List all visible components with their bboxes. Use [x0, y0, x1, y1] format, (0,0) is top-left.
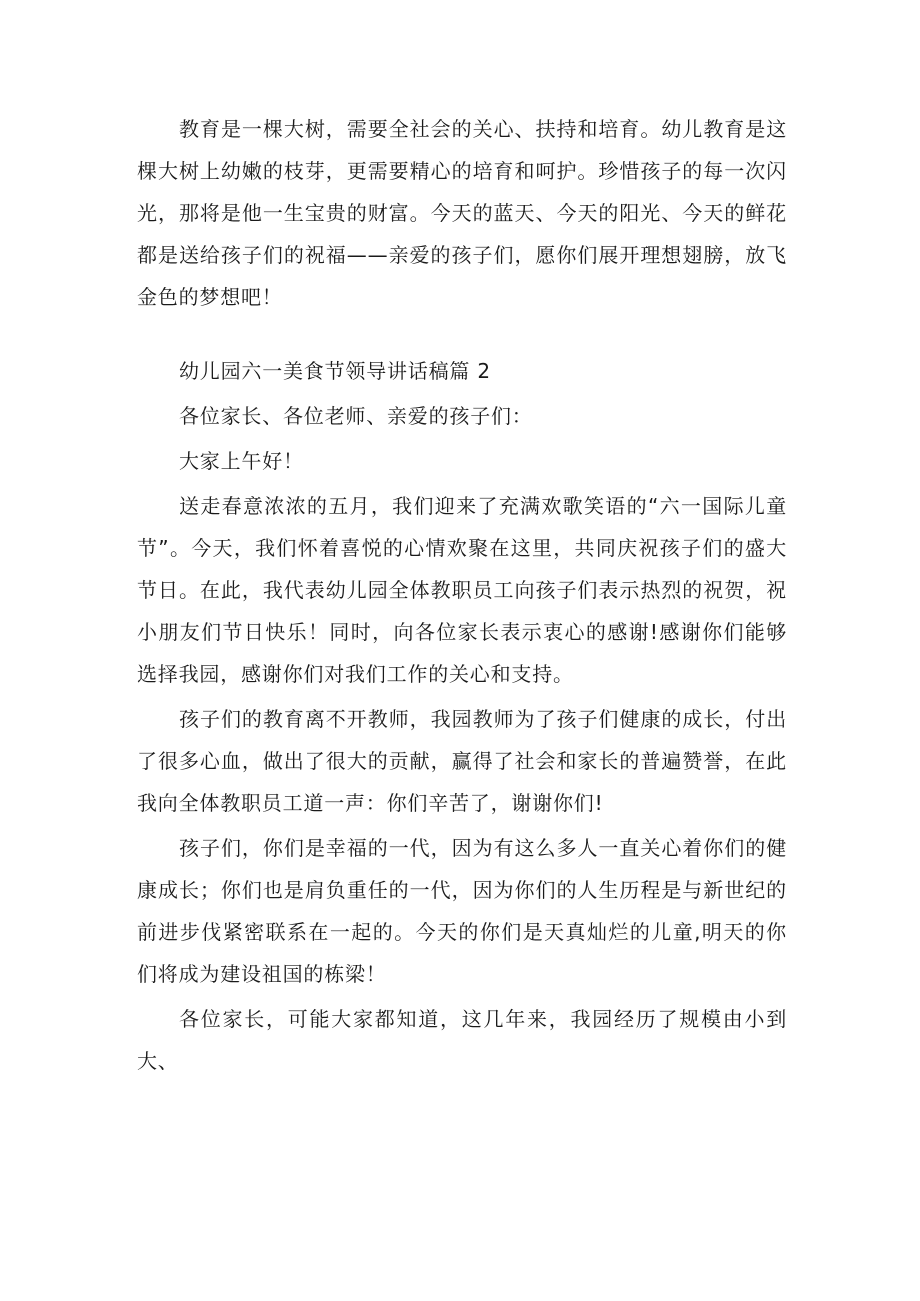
paragraph-2: 送走春意浓浓的五月，我们迎来了充满欢歌笑语的“六一国际儿童节”。今天，我们怀着喜悦的心情欢聚在这里，共同庆祝孩子们的盛大节日。在此，我代表幼儿园全体教职员工向孩子们表示热烈的祝贺，祝小朋友们节日快乐！同时，向各位家长表示衷心的感谢!感谢你们能够选择我园，感谢你们对我们工作的关心和支持。	[137, 494, 787, 686]
paragraph-3: 孩子们的教育离不开教师，我园教师为了孩子们健康的成长，付出了很多心血，做出了很大的贡献，赢得了社会和家长的普遍赞誉，在此我向全体教职员工道一声：你们辛苦了，谢谢你们!	[137, 707, 787, 815]
section-title: 幼儿园六一美食节领导讲话稿篇 2	[179, 359, 491, 383]
paragraph-5: 各位家长，可能大家都知道，这几年来，我园经历了规模由小到大、	[137, 1007, 787, 1073]
greeting: 大家上午好！	[179, 449, 304, 473]
document-page	[137, 108, 787, 1082]
paragraph-4: 孩子们，你们是幸福的一代，因为有这么多人一直关心着你们的健康成长；你们也是肩负重任的一代，因为你们的人生历程是与新世纪的前进步伐紧密联系在一起的。今天的你们是天真灿烂的儿童,明天的你们将成为建设祖国的栋梁！	[137, 836, 787, 986]
salutation: 各位家长、各位老师、亲爱的孩子们：	[179, 404, 533, 428]
paragraph-1: 教育是一棵大树，需要全社会的关心、扶持和培育。幼儿教育是这棵大树上幼嫩的枝芽，更需要精心的培育和呵护。珍惜孩子的每一次闪光，那将是他一生宝贵的财富。今天的蓝天、今天的阳光、今天的鲜花都是送给孩子们的祝福——亲爱的孩子们，愿你们展开理想翅膀，放飞金色的梦想吧！	[137, 117, 787, 309]
